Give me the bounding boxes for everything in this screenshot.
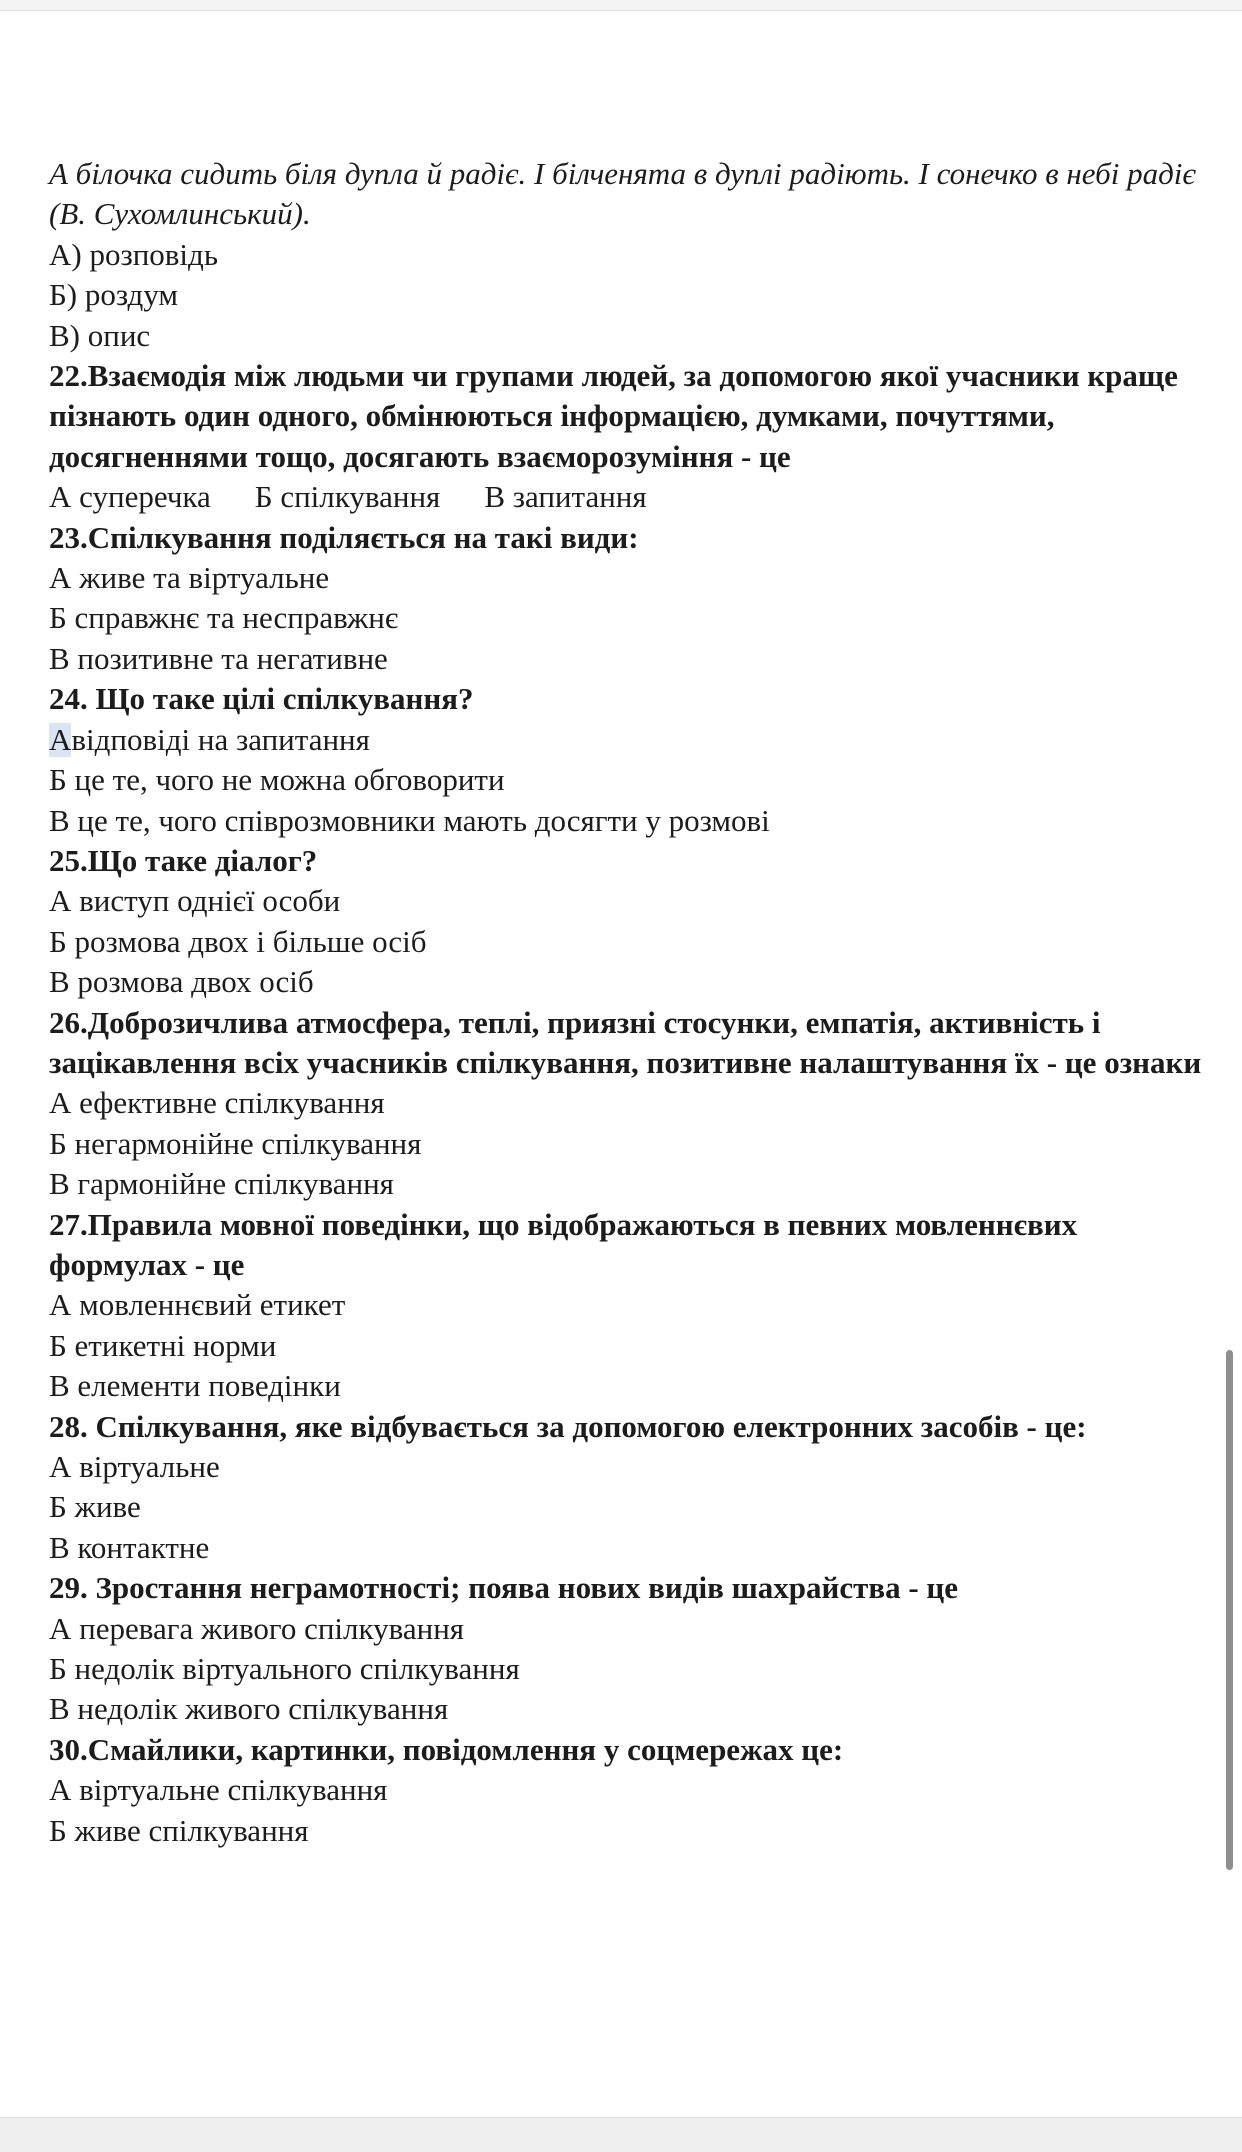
question-22-option-a: А суперечка (49, 479, 211, 515)
question-23-title: 23.Спілкування поділяється на такі види: (49, 519, 639, 555)
question-30-option-b: Б живе спілкування (49, 1812, 309, 1848)
question-22-option-b: Б спілкування (254, 479, 441, 515)
question-27-option-b: Б етикетні норми (49, 1327, 277, 1363)
question-29-option-a: А перевага живого спілкування (49, 1610, 465, 1646)
question-28-option-c: В контактне (49, 1529, 210, 1565)
question-22-options (49, 477, 1219, 517)
question-22-title: 22.Взаємодія між людьми чи групами людей, за допомогою якої учасники краще пізнають один одного, обмінюються інформацією, думками, почуттями, досягненнями тощо, досягають взаєморозуміння - це (49, 358, 1178, 474)
question-28-title: 28. Спілкування, яке відбувається за допомогою електронних засобів - це: (49, 1408, 1087, 1444)
question-29-option-c: В недолік живого спілкування (49, 1691, 449, 1727)
question-22-option-c: В запитання (484, 479, 647, 515)
question-27-option-c: В елементи поведінки (49, 1368, 341, 1404)
question-24-option-c: В це те, чого співрозмовники мають досягти у розмові (49, 802, 770, 838)
question-25-option-b: Б розмова двох і більше осіб (49, 923, 427, 959)
question-27-title: 27.Правила мовної поведінки, що відображаються в певних мовленнєвих формулах - це (49, 1206, 1078, 1282)
intro-option-b: Б) роздум (49, 277, 179, 313)
question-27-option-a: А мовленнєвий етикет (49, 1287, 346, 1323)
question-26-title: 26.Доброзичлива атмосфера, теплі, приязні стосунки, емпатія, активність і зацікавлення всіх учасників спілкування, позитивне налаштування їх - це ознаки (49, 1004, 1202, 1080)
question-29-option-b: Б недолік віртуального спілкування (49, 1651, 520, 1687)
intro-text: А білочка сидить біля дупла й радіє. І білченята в дуплі радіють. І сонечко в небі радіє (В. Сухомлинський). (49, 156, 1196, 232)
question-26-option-c: В гармонійне спілкування (49, 1166, 394, 1202)
question-24-option-b: Б це те, чого не можна обговорити (49, 762, 505, 798)
intro-option-c: В) опис (49, 317, 151, 353)
top-edge (0, 0, 1242, 11)
question-24-option-a-line (49, 720, 1219, 760)
question-26-option-b: Б негармонійне спілкування (49, 1125, 422, 1161)
question-28-option-a: А віртуальне (49, 1449, 220, 1484)
question-23-option-a: А живе та віртуальне (49, 560, 330, 596)
bottom-edge (0, 2117, 1242, 2152)
question-28-option-b: Б живе (49, 1489, 141, 1525)
question-24-title: 24. Що таке цілі спілкування? (49, 681, 474, 717)
question-30-option-a: А віртуальне спілкування (49, 1772, 388, 1808)
question-25-title: 25.Що таке діалог? (49, 842, 318, 878)
intro-option-a: А) розповідь (49, 236, 218, 272)
question-25-option-c: В розмова двох осіб (49, 964, 314, 1000)
document-page (49, 154, 1219, 1851)
question-23-option-c: В позитивне та негативне (49, 640, 388, 676)
question-29-title: 29. Зростання неграмотності; поява нових видів шахрайства - це (49, 1570, 959, 1606)
question-23-option-b: Б справжнє та несправжнє (49, 600, 399, 636)
text-cursor-selection: А (49, 721, 72, 757)
question-26-option-a: А ефективне спілкування (49, 1085, 385, 1121)
question-30-title: 30.Смайлики, картинки, повідомлення у соцмережах це: (49, 1731, 844, 1767)
question-25-option-a: А виступ однієї особи (49, 883, 341, 919)
vertical-scrollbar[interactable] (1226, 1350, 1233, 1870)
question-24-option-a: відповіді на запитання (71, 721, 370, 757)
